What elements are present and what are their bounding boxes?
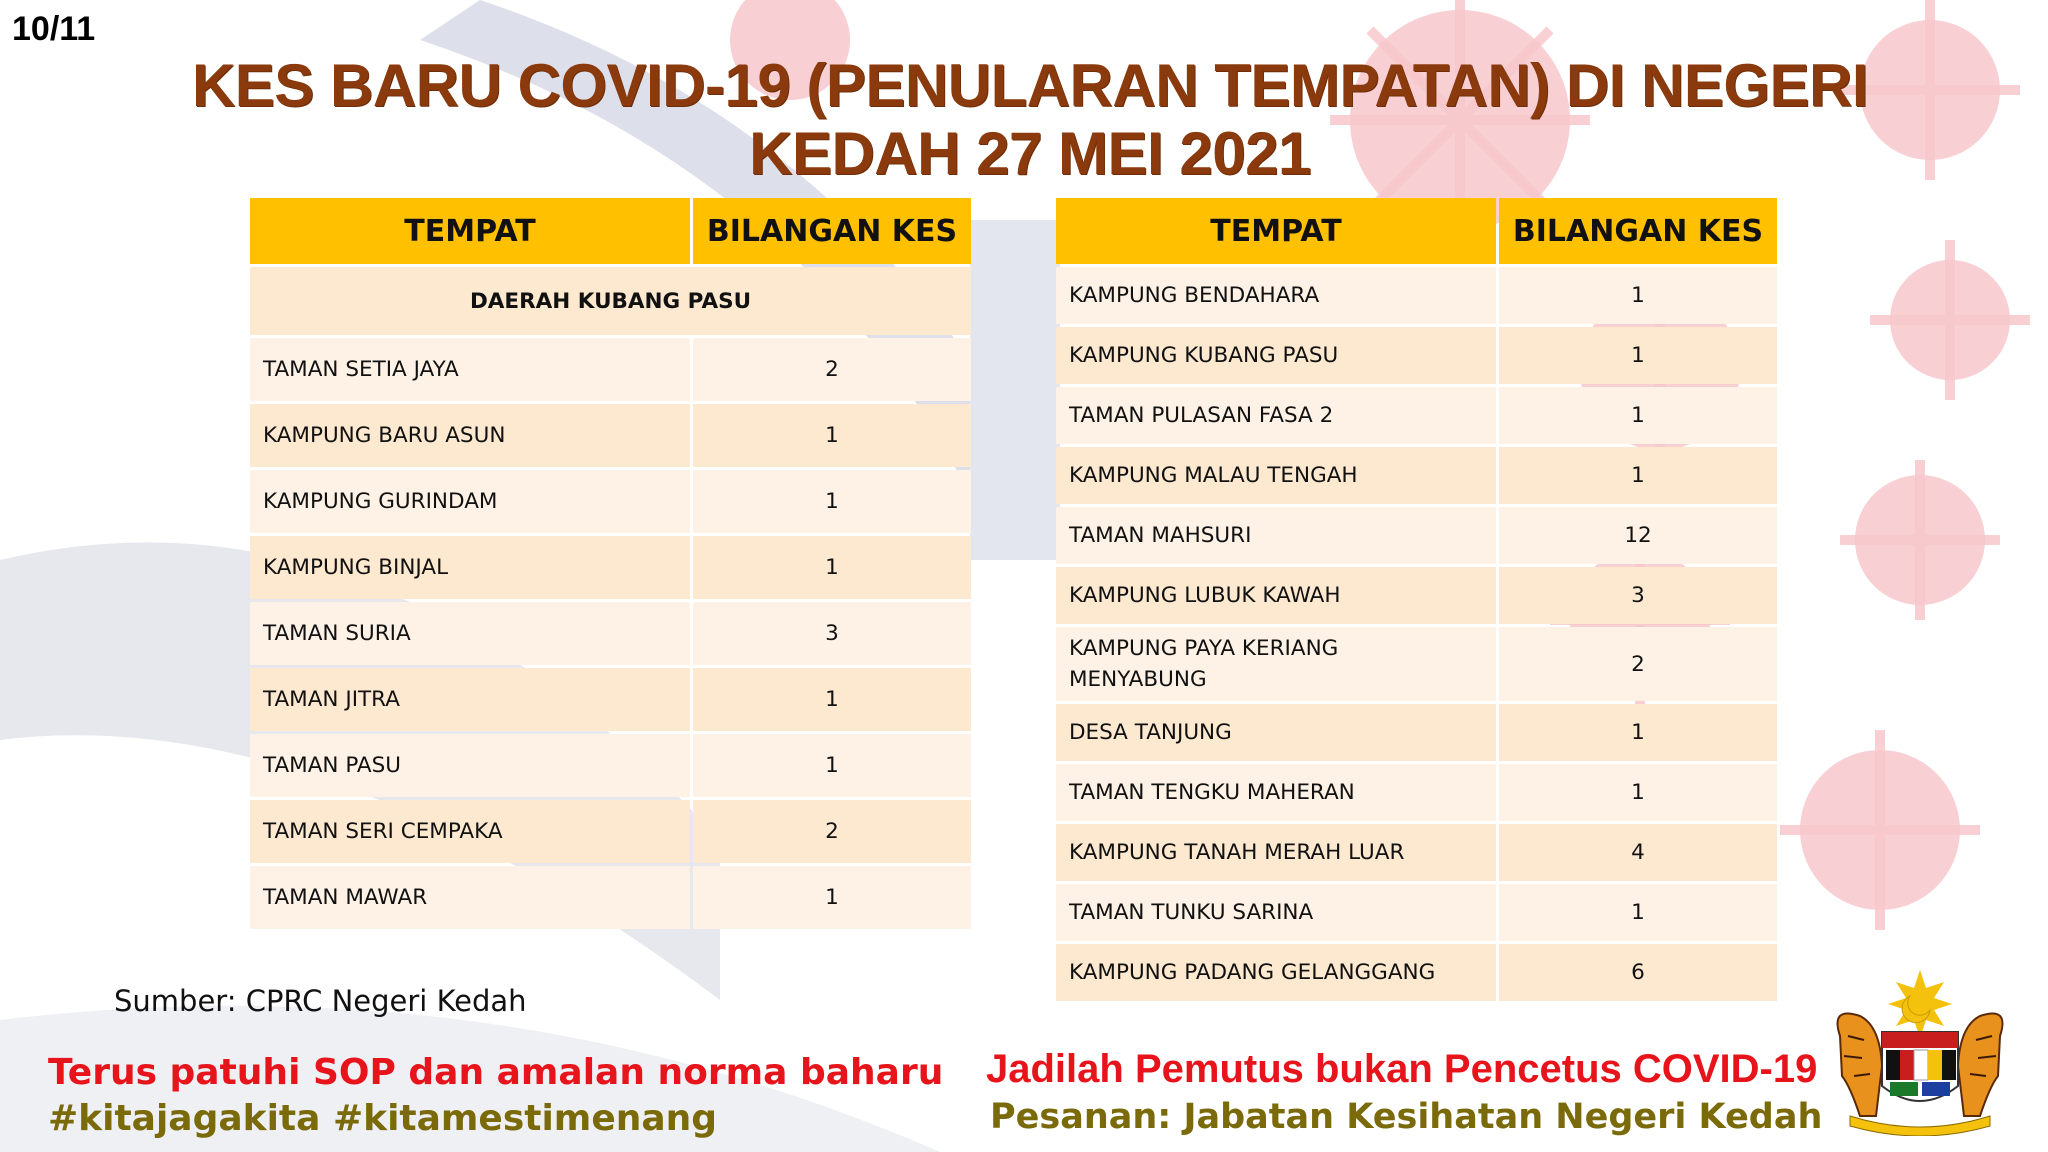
header-bilangan-kes: BILANGAN KES bbox=[693, 198, 971, 264]
place-cell: TAMAN TENGKU MAHERAN bbox=[1056, 764, 1496, 821]
place-cell: KAMPUNG BINJAL bbox=[250, 536, 690, 599]
district-name: DAERAH KUBANG PASU bbox=[250, 267, 971, 335]
place-cell: TAMAN PULASAN FASA 2 bbox=[1056, 387, 1496, 444]
page-title bbox=[180, 52, 1880, 188]
sop-slogan: Terus patuhi SOP dan amalan norma baharu bbox=[48, 1052, 944, 1093]
title-line-2: KEDAH 27 MEI 2021 bbox=[749, 120, 1311, 187]
header-bilangan-kes: BILANGAN KES bbox=[1499, 198, 1777, 264]
count-cell: 1 bbox=[693, 734, 971, 797]
count-cell: 1 bbox=[1499, 387, 1777, 444]
place-cell: KAMPUNG MALAU TENGAH bbox=[1056, 447, 1496, 504]
place-cell: TAMAN MAWAR bbox=[250, 866, 690, 929]
place-cell: KAMPUNG KUBANG PASU bbox=[1056, 327, 1496, 384]
place-cell: KAMPUNG PAYA KERIANG MENYABUNG bbox=[1056, 627, 1496, 701]
count-cell: 3 bbox=[1499, 567, 1777, 624]
place-cell: TAMAN SURIA bbox=[250, 602, 690, 665]
place-cell: KAMPUNG BARU ASUN bbox=[250, 404, 690, 467]
place-cell: TAMAN SERI CEMPAKA bbox=[250, 800, 690, 863]
count-cell: 1 bbox=[693, 470, 971, 533]
count-cell: 1 bbox=[1499, 764, 1777, 821]
place-cell: KAMPUNG GURINDAM bbox=[250, 470, 690, 533]
count-cell: 1 bbox=[1499, 884, 1777, 941]
count-cell: 1 bbox=[693, 668, 971, 731]
header-tempat: TEMPAT bbox=[1056, 198, 1496, 264]
place-cell: KAMPUNG LUBUK KAWAH bbox=[1056, 567, 1496, 624]
title-line-1: KES BARU COVID-19 (PENULARAN TEMPATAN) DI NEGERI bbox=[191, 52, 1869, 119]
header-tempat: TEMPAT bbox=[250, 198, 690, 264]
count-cell: 1 bbox=[1499, 267, 1777, 324]
covid-motto: Jadilah Pemutus bukan Pencetus COVID-19 bbox=[986, 1047, 1818, 1091]
count-cell: 1 bbox=[693, 536, 971, 599]
count-cell: 1 bbox=[1499, 327, 1777, 384]
place-cell: TAMAN PASU bbox=[250, 734, 690, 797]
place-cell: TAMAN MAHSURI bbox=[1056, 507, 1496, 564]
place-cell: TAMAN TUNKU SARINA bbox=[1056, 884, 1496, 941]
coat-of-arms-crest bbox=[1820, 966, 2020, 1136]
message-from: Pesanan: Jabatan Kesihatan Negeri Kedah bbox=[990, 1097, 1823, 1137]
source-note: Sumber: CPRC Negeri Kedah bbox=[114, 984, 527, 1018]
count-cell: 6 bbox=[1499, 944, 1777, 1001]
right-case-table bbox=[1053, 195, 1780, 1004]
count-cell: 2 bbox=[693, 800, 971, 863]
count-cell: 2 bbox=[693, 338, 971, 401]
count-cell: 3 bbox=[693, 602, 971, 665]
count-cell: 2 bbox=[1499, 627, 1777, 701]
place-cell: KAMPUNG TANAH MERAH LUAR bbox=[1056, 824, 1496, 881]
hashtags: #kitajagakita #kitamestimenang bbox=[48, 1098, 718, 1139]
count-cell: 1 bbox=[1499, 704, 1777, 761]
place-cell: TAMAN SETIA JAYA bbox=[250, 338, 690, 401]
place-cell: KAMPUNG BENDAHARA bbox=[1056, 267, 1496, 324]
count-cell: 1 bbox=[1499, 447, 1777, 504]
count-cell: 4 bbox=[1499, 824, 1777, 881]
count-cell: 12 bbox=[1499, 507, 1777, 564]
place-cell: TAMAN JITRA bbox=[250, 668, 690, 731]
count-cell: 1 bbox=[693, 866, 971, 929]
left-case-table bbox=[247, 195, 974, 932]
place-cell: KAMPUNG PADANG GELANGGANG bbox=[1056, 944, 1496, 1001]
count-cell: 1 bbox=[693, 404, 971, 467]
page-number: 10/11 bbox=[12, 10, 96, 48]
place-cell: DESA TANJUNG bbox=[1056, 704, 1496, 761]
